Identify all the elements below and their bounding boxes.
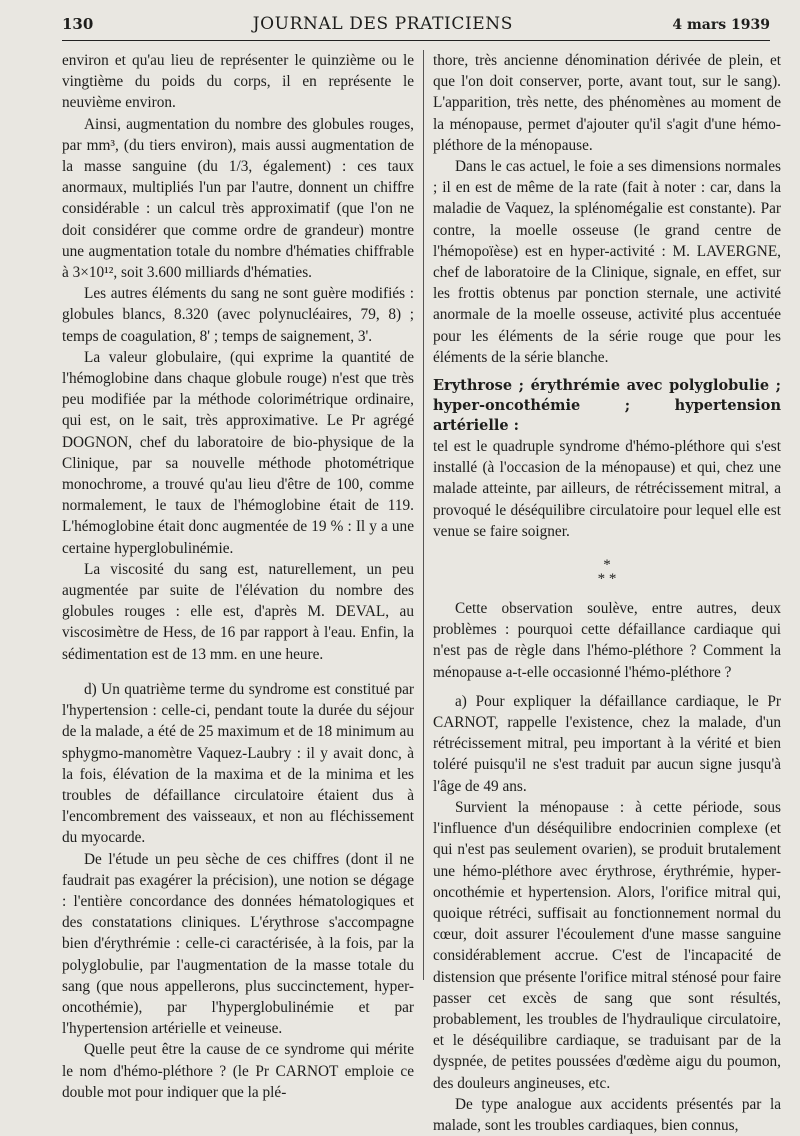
right-paragraph-5: a) Pour expliquer la défaillance cardiaque, le Pr CARNOT, rappelle l'existence, chez la malade, d'un rétrécissement mitral, peu important à la vérité et bien toléré puisqu'il ne s'est traduit par aucun signe jusqu'à l'âge de 49 ans. — [433, 692, 781, 795]
left-paragraph-4: La valeur globulaire, (qui exprime la quantité de l'hémoglobine dans chaque globule rouge) n'est que très peu modifiée par la méthode colorimétrique ordinaire, qui est, on le sait, très approximative. Le Pr agrégé DOGNON, chef du laboratoire de bio-physique de la Clinique, par sa nouvelle méthode photométrique monochrome, a trouvé qu'au lieu d'être de 100, comme normalement, le taux de l'hémoglobine était de 119. L'hémoglobine était donc augmentée de 19 % : Il y a une certaine hyperglobulinémie. — [62, 348, 414, 557]
page-number: 130 — [62, 15, 94, 33]
right-paragraph-2: Dans le cas actuel, le foie a ses dimensions normales ; il en est de même de la rate (fait à noter : car, dans la maladie de Vaquez, la splénomégalie est constante). Par contre, la moelle osseuse (le grand centre de l'hémopoïèse) est en hyper-activité : M. LAVERGNE, chef de laboratoire de la Clinique, signale, en effet, sur les frottis obtenus par ponction sternale, une activité anormale de la moelle osseuse, activité plus accentuée pour les éléments de la série rouge que pour les éléments de la série blanche. — [433, 158, 781, 366]
separator-stars-bottom: * * — [597, 571, 617, 588]
left-paragraph-6: d) Un quatrième terme du syndrome est constitué par l'hypertension : celle-ci, pendant toute la durée du séjour de la malade, a été de 25 maximum et de 18 minimum au sphygmo-manomètre Vaquez-Laubry : il y avait donc, à la fois, élévation de la maxima et de la minima et les troubles de défaillance circulatoire étaient dus à l'encombrement des vaisseaux, et non au fléchissement du myocarde. — [62, 680, 414, 847]
right-column — [433, 50, 781, 1136]
right-paragraph-4: Cette observation soulève, entre autres, deux problèmes : pourquoi cette défaillance cardiaque qui n'est pas de règle dans l'hémo-pléthore ? Comment la ménopause a-t-elle occasionné l'hémo-pléthore ? — [433, 600, 781, 681]
page-header — [62, 14, 770, 41]
right-paragraph-7: De type analogue aux accidents présentés par la malade, sont les troubles cardiaques, bien connus, — [433, 1095, 781, 1134]
left-column — [62, 50, 414, 1103]
section-separator — [433, 558, 781, 586]
separator-star-top: * — [603, 557, 611, 574]
issue-date: 4 mars 1939 — [672, 17, 770, 33]
right-paragraph-1: thore, très ancienne dénomination dérivée de plein, et que l'on doit conserver, porte, avant tout, sur le sang). L'apparition, très nette, des phénomènes au moment de la ménopause, permet d'ajouter qu'il s'agit d'une hémo-pléthore de la ménopause. — [433, 52, 781, 154]
right-paragraph-3: tel est le quadruple syndrome d'hémo-pléthore qui s'est installé (à l'occasion de la ménopause) et qui, chez une malade atteinte, par ailleurs, de rétrécissement mitral, a provoqué le déséquilibre circulatoire pour lequel elle est venue se faire soigner. — [433, 438, 781, 540]
left-paragraph-5: La viscosité du sang est, naturellement, un peu augmentée par suite de l'élévation du nombre des globules rouges : elle est, d'après M. DEVAL, au viscosimètre de Hess, de 16 par rapport à l'eau. Enfin, la sédimentation est de 13 mm. en une heure. — [62, 560, 414, 663]
journal-title: JOURNAL DES PRATICIENS — [252, 14, 513, 34]
left-paragraph-1: environ et qu'au lieu de représenter le quinzième ou le vingtième du poids du corps, il en représente le neuvième environ. — [62, 52, 414, 112]
left-paragraph-2: Ainsi, augmentation du nombre des globules rouges, par mm³, (du tiers environ), mais aussi augmentation de la masse sanguine (du 1/3, également) : ces taux anormaux, multipliés l'un par l'autre, donnent un chiffre considérable : un calcul très approximatif (que l'on ne doit considérer que comme ordre de grandeur) montre une augmentation totale du nombre d'hématies chiffrable à 3×10¹², soit 3.600 milliards d'hématies. — [62, 115, 414, 282]
syndrome-heading: Erythrose ; érythrémie avec polyglobulie ; hyper-oncothémie ; hypertension artérielle : — [433, 377, 781, 435]
column-divider — [423, 50, 424, 980]
left-paragraph-8: Quelle peut être la cause de ce syndrome qui mérite le nom d'hémo-pléthore ? (le Pr CARNOT emploie ce double mot pour indiquer que la plé- — [62, 1041, 414, 1101]
left-paragraph-3: Les autres éléments du sang ne sont guère modifiés : globules blancs, 8.320 (avec polynucléaires, 79, 8) ; temps de coagulation, 8' ; temps de saignement, 3'. — [62, 285, 414, 345]
right-paragraph-6: Survient la ménopause : à cette période, sous l'influence d'un déséquilibre endocrinien complexe (et qui n'est pas seulement ovarien), se produit brutalement une hémo-pléthore avec érythrose, érythrémie, hyper-oncothémie et hypertension. Alors, l'orifice mitral qui, quoique rétréci, suffisait au fonctionnement normal du cœur, doit assurer l'écoulement d'une masse sanguine considérablement accrue. C'est de l'incapacité de distension que présente l'orifice mitral sténosé pour faire passer cet excès de sang que sont résultés, probablement, les troubles de l'hydraulique circulatoire, et le déséquilibre cardiaque, se traduisant par de la dyspnée, de petites poussées d'œdème aigu du poumon, des douleurs angineuses, etc. — [433, 798, 781, 1092]
left-paragraph-7: De l'étude un peu sèche de ces chiffres (dont il ne faudrait pas exagérer la précision), une notion se dégage : l'entière concordance des données hématologiques et des constatations cliniques. L'érythrose s'accompagne bien d'érythrémie : celle-ci caractérisée, à la fois, par la polyglobulie, par l'augmentation de la masse totale du sang (que nous appellerons, plus succinctement, hyper-oncothémie), par l'hyperglobulinémie et par l'hypertension artérielle et veineuse. — [62, 850, 414, 1038]
